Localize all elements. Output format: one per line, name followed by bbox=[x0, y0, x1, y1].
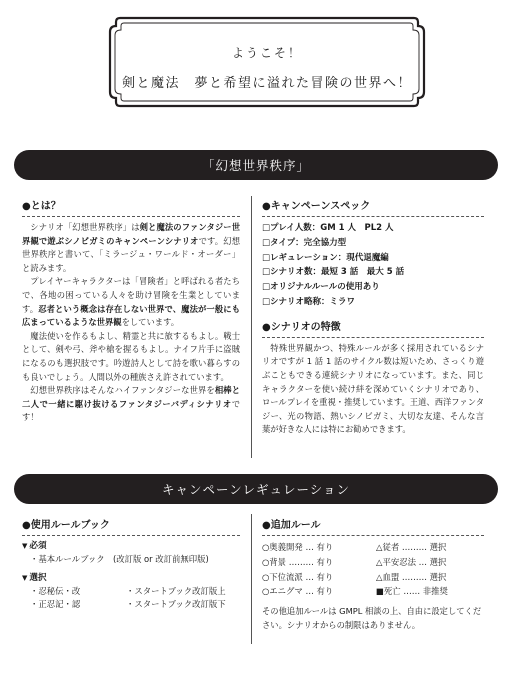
rule-row bbox=[262, 584, 484, 599]
spec-item: □オリジナルルールの使用あり bbox=[262, 282, 380, 293]
spec-item: □タイプ：完全協力型 bbox=[262, 237, 347, 248]
section-banner-title bbox=[14, 150, 498, 180]
rule-cell: ■死亡 …… 非推奨 bbox=[376, 586, 448, 597]
required-item: ・基本ルールブック (改訂版 or 改訂前無印版) bbox=[30, 554, 209, 564]
spec-section bbox=[262, 197, 484, 437]
features-paragraph: 特殊世界観かつ、特殊ルールが多く採用されているシナリオですが 1 話 1 話のサイクル数は短いため、さっくり遊ぶこともできる連続シナリオになっています。また、同じキャラクターを使い続け絆を深めていくシナリオであり、ロールプレイを重視・推奨しています。王道、西洋ファンタジー、光の物語、熱いシノビガミ、大切な友達、そんな言葉が好きな人には特にお勧めできます。 bbox=[262, 342, 484, 435]
title-frame bbox=[106, 14, 428, 110]
spec-item: □シナリオ略称：ミラワ bbox=[262, 296, 355, 307]
about-paragraph-3: 魔法使いを作るもよし、精霊と共に旅するもよし。戦士として、剣や弓、斧や槍を握るもよし。ナイフ片手に盗賊になるのも選択肢です。吟遊詩人として詩を歌い暮らすのも良いでしょう。人間以外の種族さえ許されています。 bbox=[22, 330, 240, 382]
about-section bbox=[22, 197, 240, 425]
about-paragraph-1: シナリオ「幻想世界秩序」は剣と魔法のファンタジー世界観で遊ぶシノビガミのキャンペーンシナリオです。幻想世界秩序と書いて、「ミラージュ・ワールド・オーダー」と読みます。 bbox=[22, 222, 240, 273]
column-divider bbox=[251, 514, 252, 644]
spec-item: □シナリオ数：最短 3 話 最大 5 話 bbox=[262, 267, 405, 278]
rulebook-heading: ●使用ルールブック bbox=[22, 516, 240, 536]
extra-rules-heading: ●追加ルール bbox=[262, 516, 484, 536]
triangle-down-icon: ▼ bbox=[22, 574, 28, 582]
column-divider bbox=[251, 196, 252, 458]
rule-cell: ○下位流派 … 有り bbox=[262, 571, 334, 582]
rule-cell: △平安忍法 … 選択 bbox=[376, 556, 447, 567]
about-paragraph-4: 幻想世界秩序はそんなハイファンタジーな世界を相棒と二人で一緒に駆け抜けるファンタジーバディシナリオです！ bbox=[22, 385, 240, 423]
extra-rules-note: その他追加ルールは GMPL 相談の上、自由に設定してください。シナリオからの制限はありません。 bbox=[262, 606, 482, 630]
spec-item: □レギュレーション：現代退魔編 bbox=[262, 252, 389, 263]
features-heading: ●シナリオの特徴 bbox=[262, 318, 484, 338]
optional-item: ・忍秘伝・改 bbox=[30, 586, 81, 596]
section-banner-text: キャンペーンレギュレーション bbox=[162, 482, 350, 497]
ornate-frame-border bbox=[106, 14, 428, 110]
about-heading: ●とは？ bbox=[22, 197, 240, 217]
required-label: ▼ 必須 bbox=[22, 541, 47, 551]
optional-label: ▼ 選択 bbox=[22, 573, 47, 583]
optional-list bbox=[22, 585, 240, 611]
tagline-text: 剣と魔法 夢と希望に溢れた冒険の世界へ！ bbox=[121, 76, 412, 91]
rule-row bbox=[262, 555, 484, 570]
rule-cell: △従者 ……… 選択 bbox=[376, 542, 447, 552]
optional-item: ・スタートブック改訂版下 bbox=[126, 599, 226, 609]
optional-item: ・正忍記・認 bbox=[30, 599, 81, 609]
about-paragraph-2: プレイヤーキャラクターは「冒険者」と呼ばれる者たちで、各地の困っている人々を助け冒険を生業としています。忍者という概念は存在しない世界で、魔法が一般にも広まっているような世界観をしています。 bbox=[22, 276, 240, 328]
rule-cell: ○奥義開発 … 有り bbox=[262, 542, 334, 552]
spec-item: □プレイ人数：GM 1 人 PL2 人 bbox=[262, 223, 394, 233]
spec-list bbox=[262, 221, 484, 310]
section-banner-regulation bbox=[14, 474, 498, 504]
welcome-text: ようこそ！ bbox=[231, 46, 302, 60]
rule-cell: △血盟 ……… 選択 bbox=[376, 571, 447, 582]
spec-heading: ●キャンペーンスペック bbox=[262, 197, 484, 217]
rule-row bbox=[262, 570, 484, 585]
rule-cell: ○エニグマ … 有り bbox=[262, 586, 334, 597]
optional-item: ・スタートブック改訂版上 bbox=[126, 586, 226, 596]
section-banner-text: 「幻想世界秩序」 bbox=[201, 158, 310, 173]
rule-cell: ○背景 ……… 有り bbox=[262, 556, 334, 567]
rulebook-section bbox=[22, 516, 240, 611]
rule-row bbox=[262, 540, 484, 555]
extra-rules-table bbox=[262, 540, 484, 599]
extra-rules-section bbox=[262, 516, 484, 633]
triangle-down-icon: ▼ bbox=[22, 542, 28, 550]
